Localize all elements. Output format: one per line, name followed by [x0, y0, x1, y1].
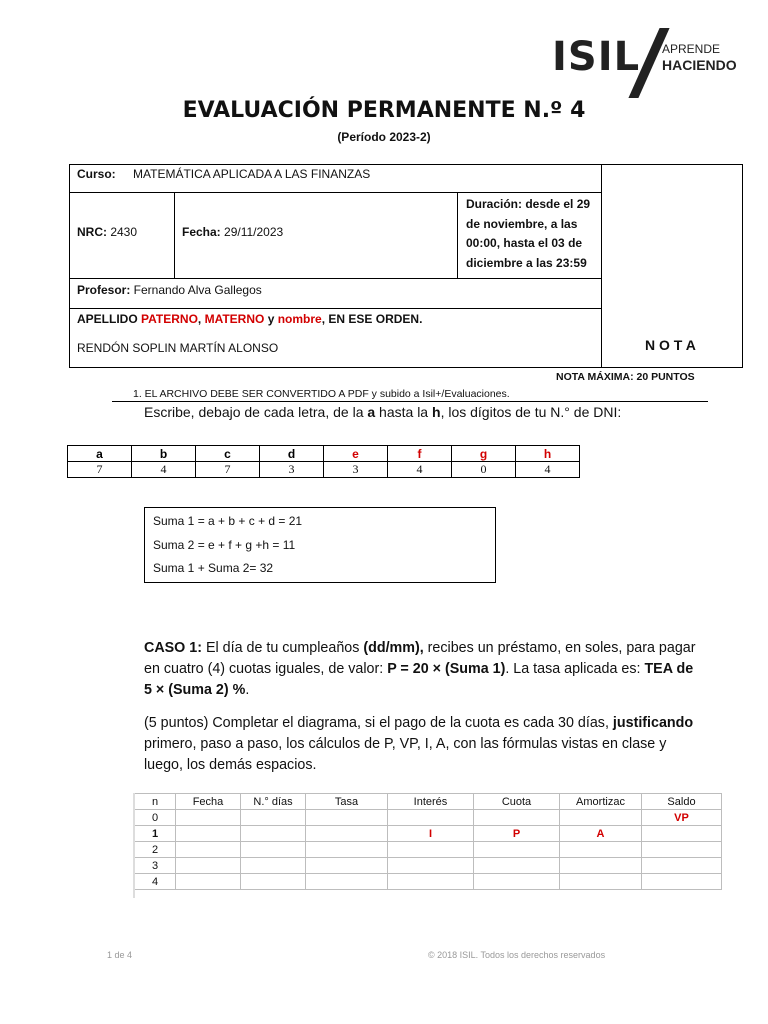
- logo-brand: ISIL: [552, 34, 641, 80]
- grid-header: Cuota: [474, 794, 560, 810]
- page-subtitle: (Período 2023-2): [337, 130, 431, 144]
- dni-letter: e: [324, 446, 388, 462]
- dni-digit: 4: [388, 462, 452, 478]
- materno-text: MATERNO: [204, 312, 265, 326]
- nota-maxima: NOTA MÁXIMA: 20 PUNTOS: [556, 371, 695, 383]
- fecha-label: Fecha:: [182, 225, 221, 239]
- grid-cell: 2: [134, 842, 176, 858]
- page-number: 1 de 4: [107, 950, 133, 960]
- grid-cell: [474, 858, 560, 874]
- grid-row: [134, 858, 722, 874]
- divider: [457, 192, 458, 278]
- divider: [601, 165, 602, 367]
- grid-row: [134, 874, 722, 890]
- grid-cell: [241, 874, 306, 890]
- grid-cell: [241, 842, 306, 858]
- grid-cell: [176, 874, 241, 890]
- curso-label: Curso:: [77, 167, 116, 181]
- divider: [70, 192, 601, 193]
- grid-cell: [642, 874, 722, 890]
- caso-text: El día de tu cumpleaños: [202, 640, 364, 656]
- grid-header: n: [134, 794, 176, 810]
- student-name: RENDÓN SOPLIN MARTÍN ALONSO: [77, 341, 279, 355]
- divider: [70, 278, 601, 279]
- grid-cell: [560, 858, 642, 874]
- grid-header: Saldo: [642, 794, 722, 810]
- divider: [174, 192, 175, 278]
- grid-cell: [241, 826, 306, 842]
- instruction-text: 1. EL ARCHIVO DEBE SER CONVERTIDO A PDF y subido a Isil+/Evaluaciones.: [133, 388, 510, 400]
- grid-cell: 1: [134, 826, 176, 842]
- nombre-text: nombre: [277, 312, 322, 326]
- dni-digit: 7: [196, 462, 260, 478]
- apellido-text: , EN ESE ORDEN.: [321, 312, 423, 326]
- prompt-letter: h: [432, 404, 441, 420]
- nota-label: N O T A: [645, 337, 696, 353]
- grid-cell: [388, 810, 474, 826]
- grid-cell: [560, 874, 642, 890]
- grid-cell: [560, 842, 642, 858]
- grid-cell: [388, 842, 474, 858]
- grid-row: [134, 810, 722, 826]
- prompt-text: Escribe, debajo de cada letra, de la: [144, 404, 368, 420]
- puntos-text: primero, paso a paso, los cálculos de P, VP, I, A, con las fórmulas vistas en clase y luego, los demás espacios.: [144, 736, 667, 773]
- fecha-field: [182, 225, 283, 239]
- nrc-value: 2430: [107, 225, 138, 239]
- dni-table: [67, 445, 580, 478]
- apellido-text: ,: [197, 312, 205, 326]
- caso-text: .: [245, 682, 250, 698]
- dni-digit: 4: [516, 462, 580, 478]
- amortization-grid: [133, 793, 722, 890]
- profesor-value: Fernando Alva Gallegos: [130, 283, 262, 297]
- dni-letter: h: [516, 446, 580, 462]
- dni-letter: g: [452, 446, 516, 462]
- grid-cell-interes: I: [388, 826, 474, 842]
- caso-text: recibes un préstamo, en soles, para pagar en cuatro (4) cuotas iguales, de valor:: [144, 640, 696, 677]
- dni-digit: 0: [452, 462, 516, 478]
- grid-header: Interés: [388, 794, 474, 810]
- duracion-line: Duración: desde el 29: [466, 197, 591, 211]
- grid-cell: [306, 810, 388, 826]
- dni-digit: 3: [260, 462, 324, 478]
- apellido-instruction: [77, 312, 422, 326]
- apellido-text: y: [264, 312, 278, 326]
- dni-prompt: [144, 404, 621, 420]
- grid-header: Tasa: [306, 794, 388, 810]
- copyright-notice: © 2018 ISIL. Todos los derechos reservados: [428, 950, 606, 960]
- grid-cell: [176, 810, 241, 826]
- sum-line: Suma 1 + Suma 2= 32: [153, 561, 274, 575]
- curso-value: MATEMÁTICA APLICADA A LAS FINANZAS: [133, 167, 371, 181]
- dni-letter: a: [68, 446, 132, 462]
- dni-letter: d: [260, 446, 324, 462]
- grid-cell: [388, 874, 474, 890]
- sums-box: [144, 507, 496, 583]
- curso-row: [77, 167, 370, 181]
- grid-cell-amortizacion: A: [560, 826, 642, 842]
- duracion-line: de noviembre, a las: [466, 216, 578, 231]
- instruction-underline: [112, 401, 708, 402]
- apellido-text: APELLIDO: [77, 312, 142, 326]
- grid-cell: [241, 858, 306, 874]
- grid-cell: [474, 842, 560, 858]
- dni-letter: b: [132, 446, 196, 462]
- caso-text: . La tasa aplicada es:: [505, 661, 645, 677]
- isil-logo: [552, 28, 742, 98]
- caso-label: CASO 1:: [144, 640, 202, 656]
- caso-bold: P = 20 × (Suma 1): [387, 661, 506, 677]
- puntos-text: (5 puntos) Completar el diagrama, si el pago de la cuota es cada 30 días,: [144, 715, 613, 731]
- dni-digit: 3: [324, 462, 388, 478]
- duracion-line: 00:00, hasta el 03 de: [466, 236, 583, 250]
- grid-cell-vp: VP: [642, 810, 722, 826]
- puntos-bold: justificando: [612, 715, 694, 731]
- grid-cell: [474, 810, 560, 826]
- caso-1-paragraph: [144, 638, 704, 701]
- grid-left-edge: [133, 793, 135, 898]
- grid-cell: [642, 842, 722, 858]
- nrc-field: [77, 225, 137, 239]
- grid-cell: [642, 858, 722, 874]
- dni-digit: 4: [132, 462, 196, 478]
- divider: [70, 308, 601, 309]
- sum-line: Suma 2 = e + f + g +h = 11: [153, 538, 296, 552]
- dni-letters-row: [68, 446, 580, 462]
- grid-cell: [642, 826, 722, 842]
- grid-cell: [560, 810, 642, 826]
- caso-bold: (dd/mm),: [363, 640, 424, 656]
- grid-header-row: [134, 794, 722, 810]
- logo-tagline-bottom: HACIENDO: [662, 57, 737, 73]
- grid-cell: 0: [134, 810, 176, 826]
- grid-cell: [176, 842, 241, 858]
- dni-letter: f: [388, 446, 452, 462]
- fecha-value: 29/11/2023: [220, 225, 284, 239]
- grid-cell: [306, 874, 388, 890]
- dni-letter: c: [196, 446, 260, 462]
- logo-tagline-top: APRENDE: [662, 42, 721, 56]
- prompt-letter: a: [367, 404, 376, 420]
- puntos-paragraph: [144, 713, 704, 776]
- grid-row: [134, 842, 722, 858]
- grid-cell: [306, 858, 388, 874]
- grid-cell: [176, 858, 241, 874]
- grid-cell: 4: [134, 874, 176, 890]
- caso-bold: TEA de 5 × (Suma 2) %: [144, 661, 694, 698]
- dni-digit: 7: [68, 462, 132, 478]
- profesor-row: [77, 283, 262, 297]
- profesor-label: Profesor:: [77, 283, 131, 297]
- prompt-text: hasta la: [375, 404, 432, 420]
- sum-line: Suma 1 = a + b + c + d = 21: [153, 514, 303, 528]
- duracion-text: [466, 195, 590, 273]
- grid-cell: [306, 826, 388, 842]
- duracion-line: diciembre a las 23:59: [466, 255, 587, 270]
- grid-header: N.° días: [241, 794, 306, 810]
- grid-cell: [474, 874, 560, 890]
- grid-cell-cuota: P: [474, 826, 560, 842]
- grid-cell: [176, 826, 241, 842]
- nrc-label: NRC:: [77, 225, 107, 239]
- grid-cell: [241, 810, 306, 826]
- dni-digits-row: [68, 462, 580, 478]
- grid-header: Fecha: [176, 794, 241, 810]
- info-table: [69, 164, 743, 368]
- page-title: EVALUACIÓN PERMANENTE N.º 4: [182, 98, 586, 123]
- grid-cell: [388, 858, 474, 874]
- grid-cell: 3: [134, 858, 176, 874]
- grid-header: Amortizac: [560, 794, 642, 810]
- prompt-text: , los dígitos de tu N.° de DNI:: [440, 404, 622, 420]
- grid-cell: [306, 842, 388, 858]
- grid-row: [134, 826, 722, 842]
- paterno-text: PATERNO: [141, 312, 198, 326]
